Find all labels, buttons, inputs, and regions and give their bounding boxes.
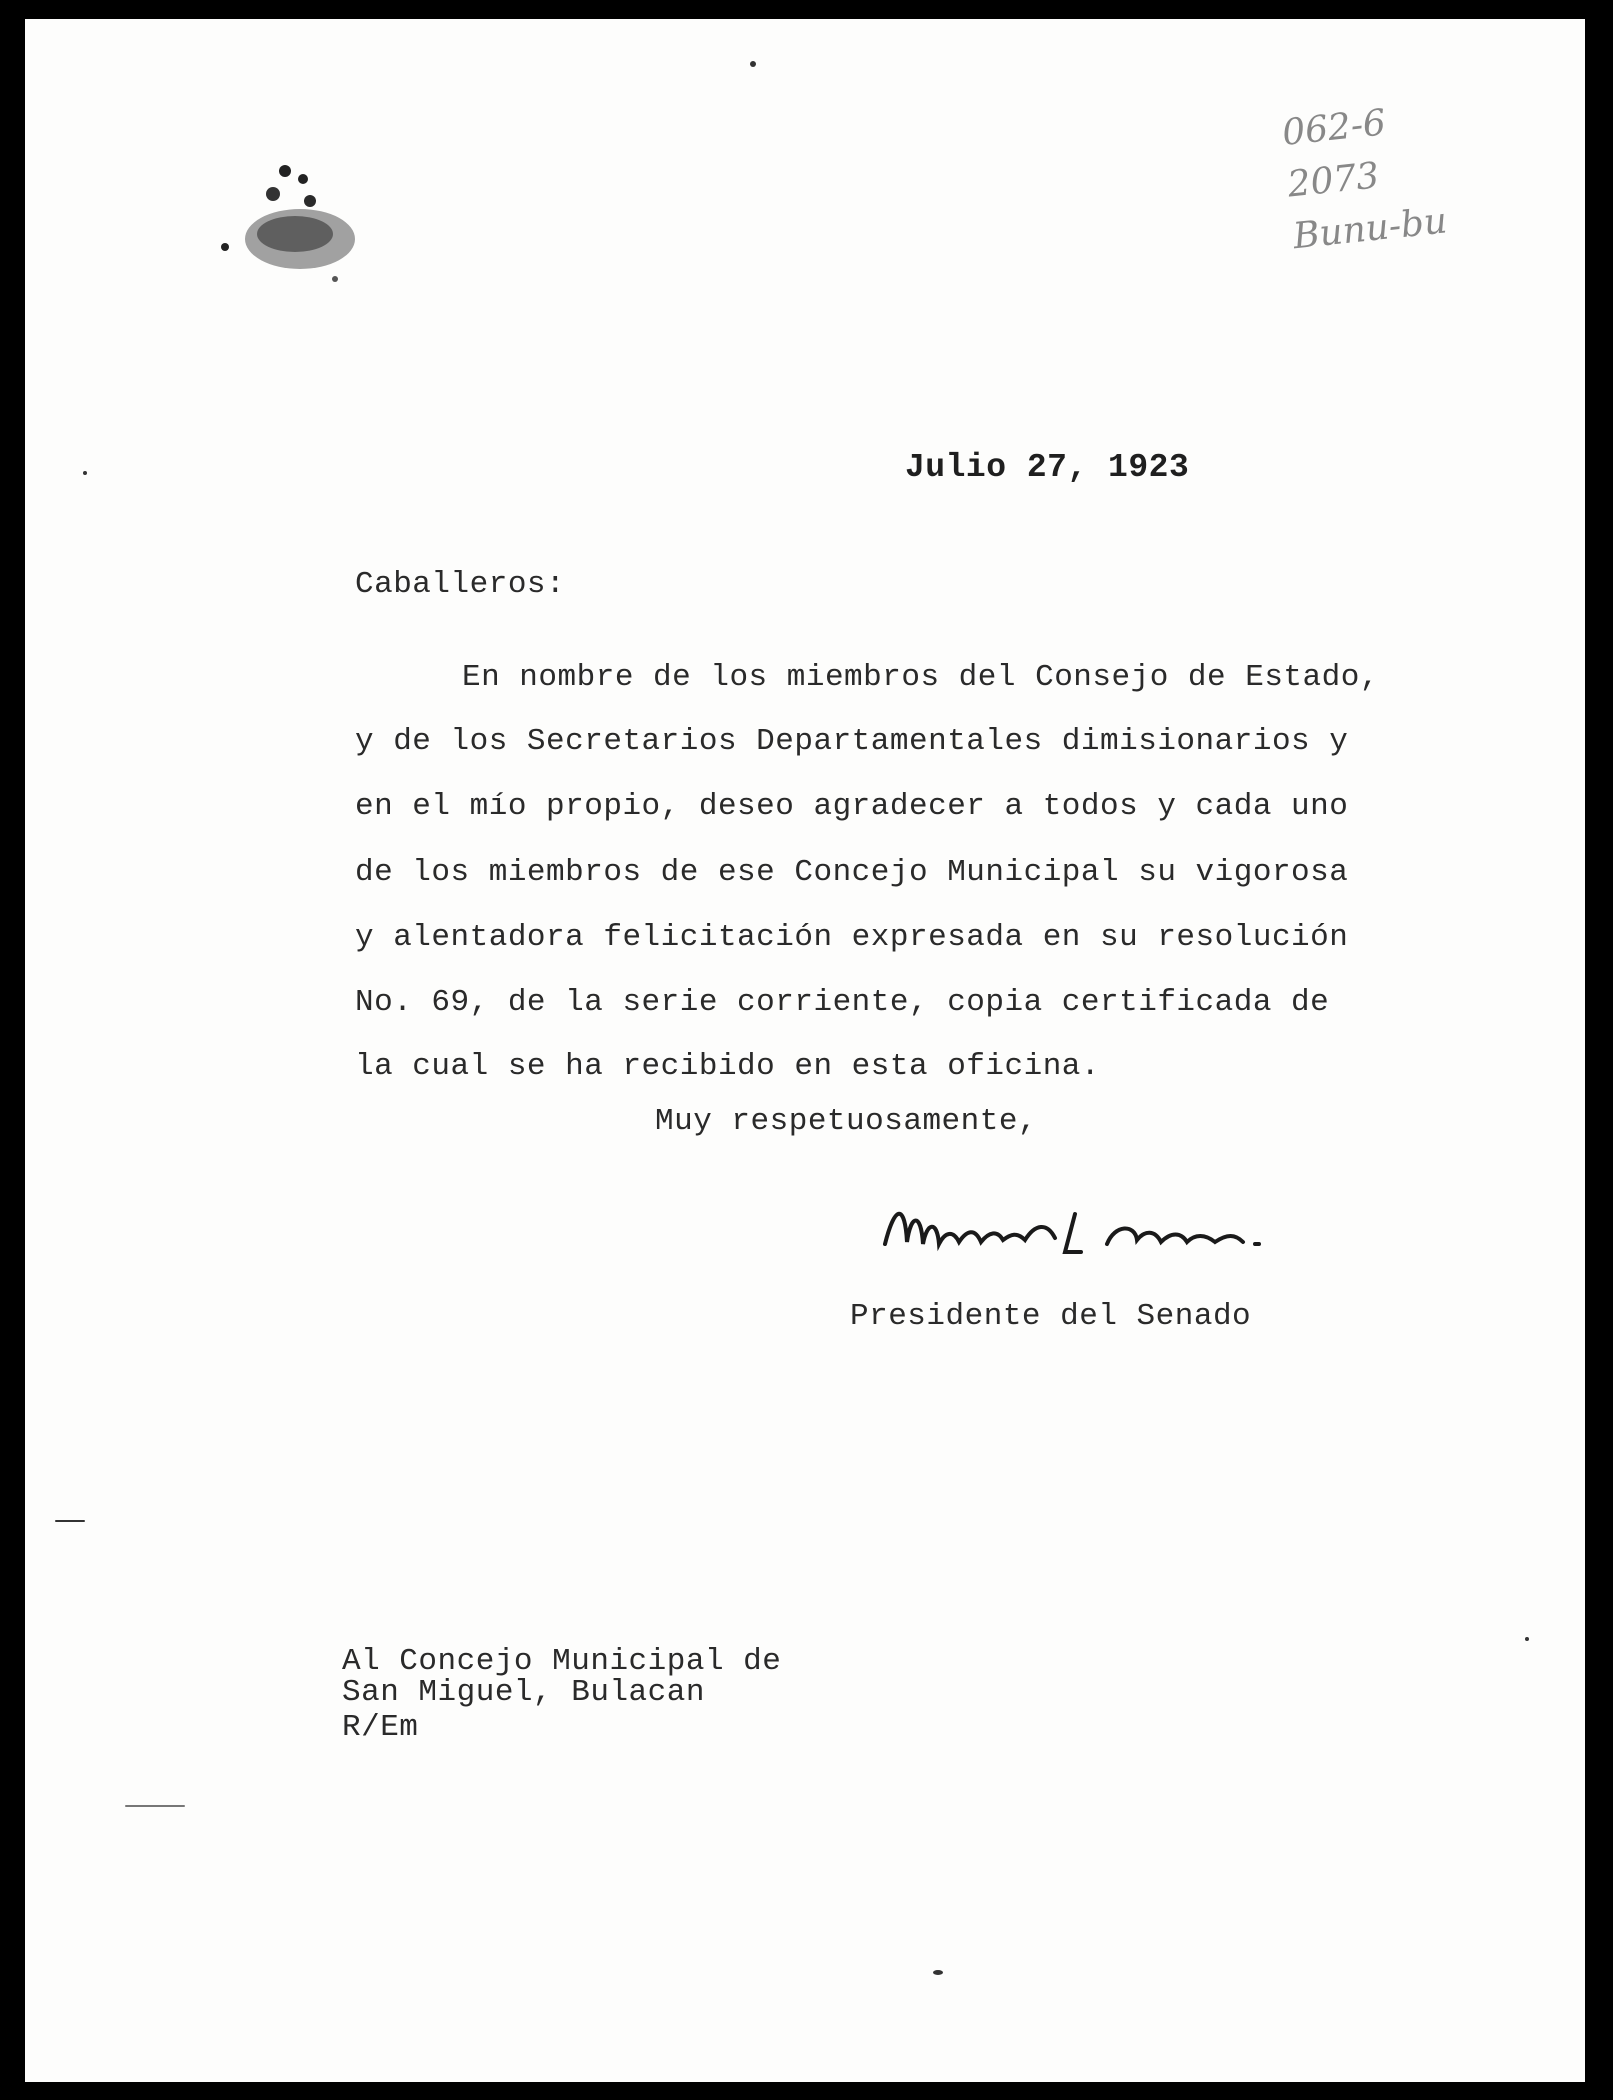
body-line: y de los Secretarios Departamentales dimisionarios y	[355, 724, 1349, 759]
letter-page	[25, 19, 1585, 2082]
annotation-line: 062-6	[1280, 102, 1388, 154]
ink-speck	[125, 1805, 185, 1807]
handwritten-annotation	[1280, 81, 1561, 317]
body-line: No. 69, de la serie corriente, copia certificada de	[355, 985, 1330, 1020]
body-line: en el mío propio, deseo agradecer a todos y cada uno	[355, 789, 1349, 824]
ink-smudge	[185, 119, 385, 319]
body-line: la cual se ha recibido en esta oficina.	[355, 1049, 1101, 1084]
body-line: y alentadora felicitación expresada en su resolución	[355, 920, 1349, 955]
closing: Muy respetuosamente,	[655, 1104, 1038, 1139]
body-line: de los miembros de ese Concejo Municipal su vigorosa	[355, 855, 1349, 890]
reference-initials: R/Em	[342, 1710, 419, 1745]
annotation-line: Bunu-bu	[1291, 200, 1449, 258]
ink-speck	[55, 1520, 85, 1522]
signer-title: Presidente del Senado	[850, 1299, 1252, 1334]
signature	[875, 1194, 1295, 1274]
body-line: En nombre de los miembros del Consejo de Estado,	[462, 660, 1379, 695]
recipient-line: Al Concejo Municipal de	[342, 1644, 782, 1679]
ink-speck	[750, 61, 756, 67]
salutation: Caballeros:	[355, 567, 566, 602]
ink-speck	[933, 1970, 943, 1975]
ink-speck	[83, 471, 87, 475]
annotation-line: 2073	[1285, 155, 1382, 206]
recipient-line: San Miguel, Bulacan	[342, 1675, 705, 1710]
letter-date: Julio 27, 1923	[905, 449, 1190, 486]
ink-speck	[1525, 1637, 1529, 1641]
